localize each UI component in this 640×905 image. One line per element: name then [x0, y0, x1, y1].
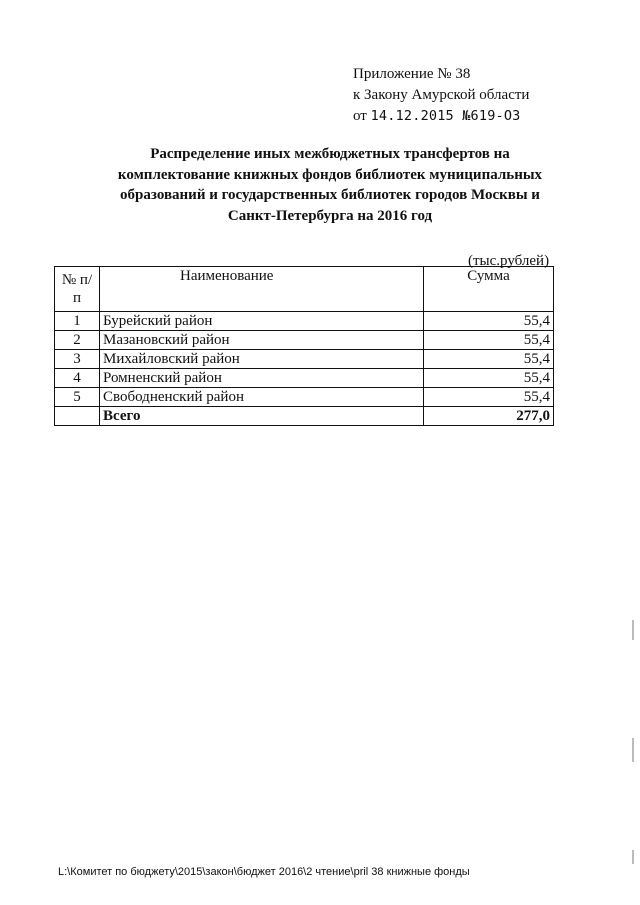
scan-artifact [632, 620, 634, 640]
total-sum: 277,0 [424, 407, 554, 426]
scan-artifact [632, 738, 634, 762]
header-name: Наименование [100, 267, 424, 312]
row-name: Свободненский район [100, 388, 424, 407]
row-sum: 55,4 [424, 350, 554, 369]
table-header-row [55, 267, 554, 312]
title-line: комплектование книжных фондов библиотек муниципальных [117, 166, 543, 183]
row-num: 2 [55, 331, 100, 350]
file-path-footer: L:\Комитет по бюджету\2015\закон\бюджет 2016\2 чтение\pril 38 книжные фонды [58, 866, 470, 878]
row-name: Михайловский район [100, 350, 424, 369]
appendix-number: Приложение № 38 [353, 66, 471, 82]
table-row [55, 350, 554, 369]
distribution-table [54, 266, 554, 426]
row-sum: 55,4 [424, 388, 554, 407]
units-label: (тыс.рублей) [468, 253, 550, 269]
row-name: Ромненский район [100, 369, 424, 388]
row-num: 4 [55, 369, 100, 388]
table-total-row [55, 407, 554, 426]
row-sum: 55,4 [424, 369, 554, 388]
row-sum: 55,4 [424, 312, 554, 331]
appendix-date-line [353, 106, 529, 127]
row-num: 1 [55, 312, 100, 331]
row-name: Бурейский район [100, 312, 424, 331]
row-num: 5 [55, 388, 100, 407]
row-name: Мазановский район [100, 331, 424, 350]
appendix-header [353, 64, 529, 127]
row-sum: 55,4 [424, 331, 554, 350]
appendix-date-prefix: от [353, 108, 367, 124]
scan-artifact [632, 850, 634, 864]
title-line: Распределение иных межбюджетных трансфертов на [150, 146, 510, 162]
title-line: Санкт-Петербурга на 2016 год [227, 207, 433, 224]
appendix-law: к Закону Амурской области [353, 87, 530, 103]
title-line: образований и государственных библиотек городов Москвы и [120, 187, 540, 203]
table-row [55, 369, 554, 388]
document-title [80, 144, 580, 226]
row-num: 3 [55, 350, 100, 369]
total-label: Всего [100, 407, 424, 426]
total-num-cell [55, 407, 100, 426]
appendix-date: 14.12.2015 №619-ОЗ [370, 108, 521, 124]
table-row [55, 331, 554, 350]
header-sum: Сумма [424, 267, 554, 312]
header-num: № п/п [55, 267, 100, 312]
table-row [55, 388, 554, 407]
table-row [55, 312, 554, 331]
